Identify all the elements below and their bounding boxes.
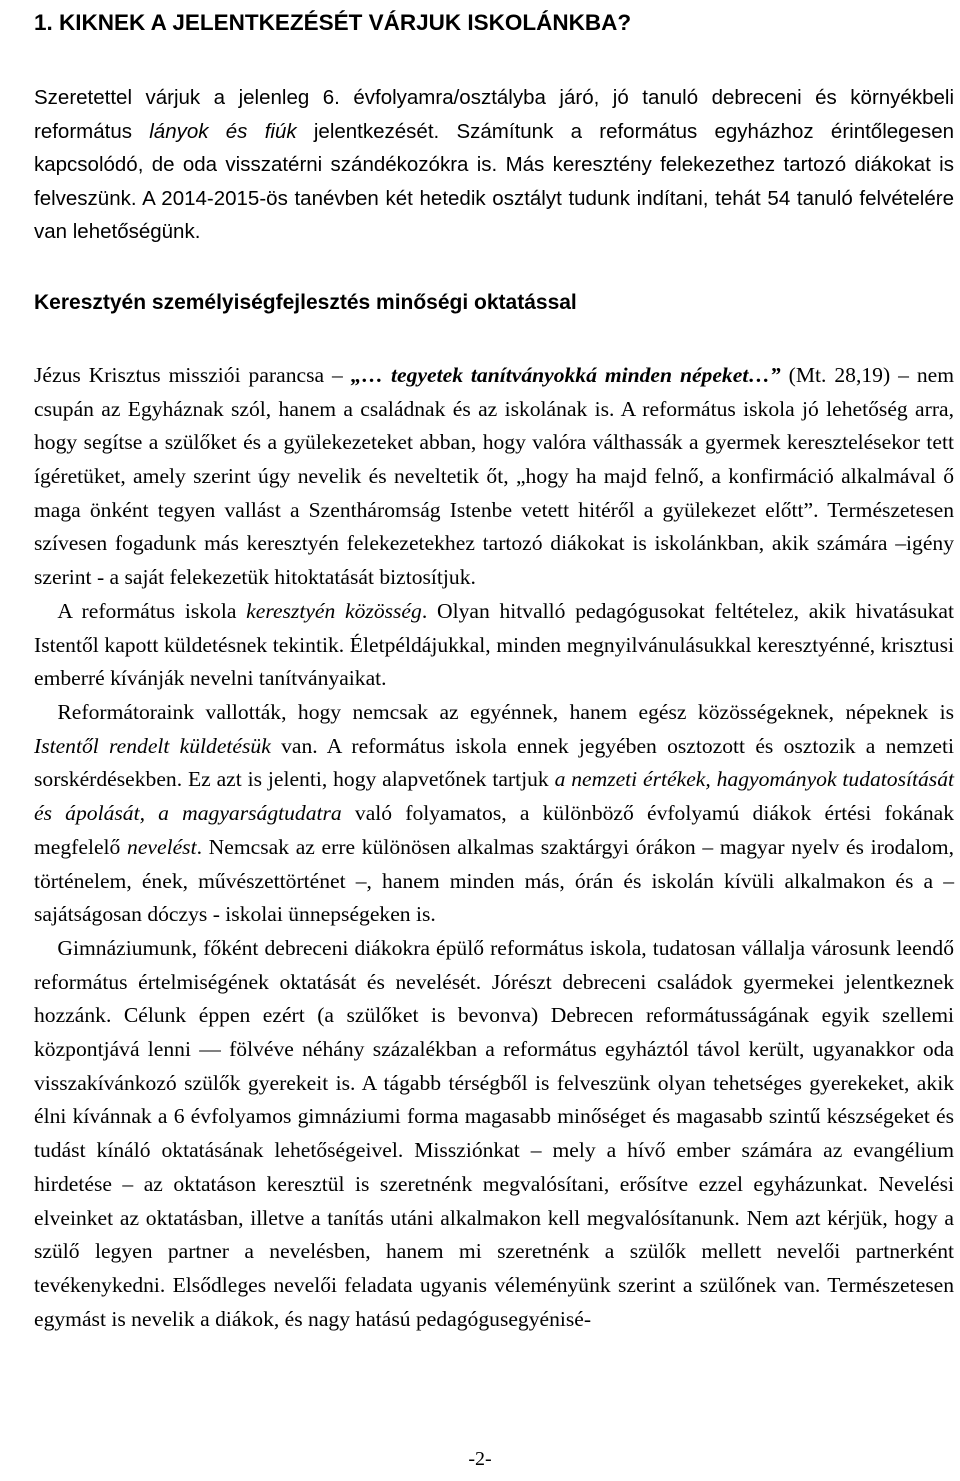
para3-text-2: van. A református iskola ennek jegyében osztozott és osztozik a nemzeti sorskérdésekben. Ez azt is jelenti, hogy alapvetőnek tartjuk xyxy=(34,733,955,792)
para2-italic: keresztyén közösség xyxy=(246,598,422,623)
body-text xyxy=(34,359,954,1336)
paragraph-gymnasium xyxy=(34,932,954,1336)
paragraph-mission xyxy=(34,359,954,595)
page-number: -2- xyxy=(468,1448,492,1470)
intro-italic: lányok és fiúk xyxy=(149,119,297,143)
paragraph-reformers xyxy=(34,696,954,932)
para2-text-1: A református iskola xyxy=(57,598,247,623)
para4-text: Gimnáziumunk, főként debreceni diákokra épülő református iskola, tudatosan vállalja városunk leendő református értelmiségének oktatását és nevelését. Jórészt debreceni családok gyermekei jelentkeznek hozzánk. Célunk éppen ezért (a szülőket is bevonva) Debrecen reformátusságának egyik szellemi központjává lenni — fölvéve néhány százalékban a református egyháztól távol került, ugyanakkor oda visszakívánkozó szülők gyerekeit is. A tágabb térségből is felveszünk olyan tehetséges gyerekeket, akik élni kívánnak a 6 évfolyamos gimnáziumi forma magasabb minőséget és magasabb szintű készségeket és tudást kínáló oktatásának lehetőségeivel. Missziónkat – mely a hívő ember számára az evangélium hirdetése – az oktatáson keresztül is szeretnénk megvalósítani, erősítve ezzel egyházunkat. Nevelési elveinket az oktatásban, illetve a tanítás utáni alkalmakon kell megvalósítanunk. Nem azt kérjük, hogy a szülő legyen partner a nevelésben, hanem mi szeretnénk a szülők mellett nevelői partnerként tevékenykedni. Elsődleges nevelői feladata ugyanis véleményünk szerint a szülőnek van. Természetesen egymást is nevelik a diákok, és nagy hatású pedagógusegyénisé- xyxy=(34,935,954,1331)
para3-italic-3: nevelést xyxy=(127,834,197,859)
para3-italic-1: Istentől rendelt küldetésük xyxy=(34,733,271,758)
paragraph-community xyxy=(34,595,954,696)
para3-text-4: . Nemcsak az erre különösen alkalmas szaktárgyi órákon – magyar nyelv és irodalom, történelem, ének, művészettörténet –, hanem minden más, órán és iskolán kívüli alkalmakon és a – sajátságosan dóczys - iskolai ünnepségeken is. xyxy=(34,834,955,927)
para3-italic-2: a nemzeti értékek, hagyományok tudatosítását és ápolását, a magyarságtudatra xyxy=(34,767,954,826)
bible-quote: „… tegyetek tanítványokká minden népeket…” xyxy=(350,362,781,387)
document-page xyxy=(34,0,954,1336)
section-heading: 1. KIKNEK A JELENTKEZÉSÉT VÁRJUK ISKOLÁNKBA? xyxy=(34,10,632,35)
para1-text-2: (Mt. 28,19) – nem csupán az Egyháznak szól, hanem a családnak és az iskolának is. A református iskola jó lehetőség arra, hogy segítse a szülőket és a gyülekezeteket abban, hogy valóra válthassák a gyermek keresztelésekor tett ígéretüket, amely szerint úgy nevelik és neveltetik őt, „hogy ha majd felnő, a konfirmáció alkalmával ő maga önként tegyen vallást a Szentháromság Istenbe vetett hitéről a gyülekezet előtt”. Természetesen szívesen fogadunk más keresztyén felekezetekhez tartozó diákokat is iskolánkban, akik számára –igény szerint - a saját felekezetük hitoktatását biztosítjuk. xyxy=(34,362,955,590)
intro-paragraph xyxy=(34,81,954,249)
para3-text-1: Reformátoraink vallották, hogy nemcsak az egyénnek, hanem egész közösségeknek, népeknek is xyxy=(57,700,954,724)
intro-text-2: jelentkezését. Számítunk a református egyházhoz érintőlegesen kapcsolódó, de oda visszatérni szándékozókra is. Más keresztény felekezethez tartozó diákokat is felveszünk. A 2014-2015-ös tanévben két hetedik osztályt tudunk indítani, tehát 54 tanuló felvételére van lehetőségünk. xyxy=(34,119,955,244)
para2-text-2: . Olyan hitvalló pedagógusokat feltételez, akik hivatásukat Istentől kapott küldetésnek tekintik. Életpéldájukkal, minden megnyilvánulásukkal keresztyénné, krisztusi emberré kívánják nevelni tanítványaikat. xyxy=(34,598,955,691)
subsection-heading: Keresztyén személyiségfejlesztés minőségi oktatással xyxy=(34,290,577,314)
para1-text-1: Jézus Krisztus missziói parancsa – xyxy=(34,362,351,387)
para3-text-3: való folyamatos, a különböző évfolyamú diákok értési fokának megfelelő xyxy=(34,801,955,859)
intro-text-1: Szeretettel várjuk a jelenleg 6. évfolyamra/osztályba járó, jó tanuló debreceni és környékbeli református xyxy=(34,86,954,143)
